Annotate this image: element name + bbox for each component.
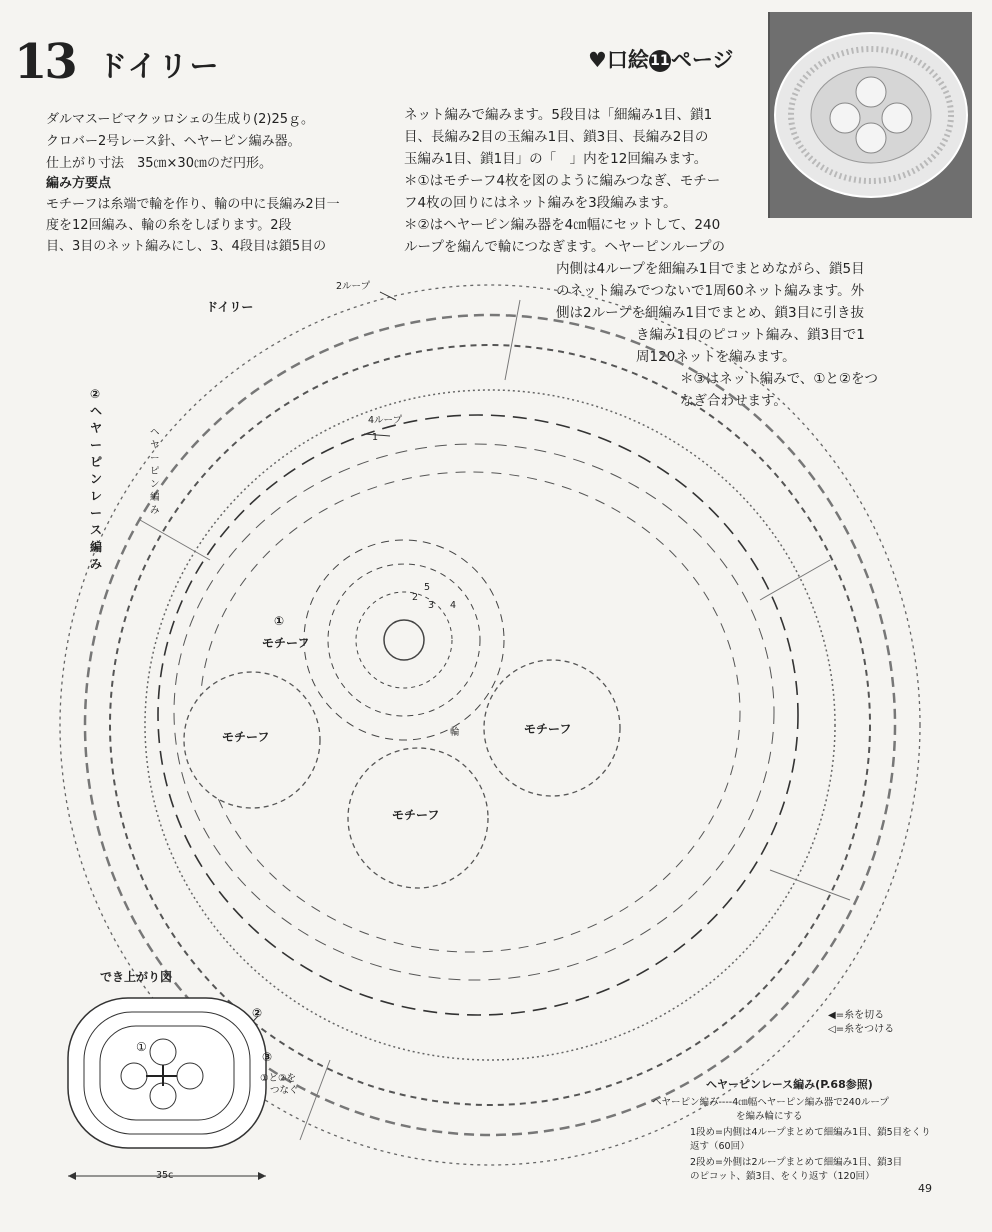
- label-motif-left: モチーフ: [222, 730, 270, 744]
- pattern-title: ドイリー: [98, 49, 221, 83]
- label-motif-right: モチーフ: [524, 722, 572, 736]
- page-ref-suffix: ページ: [670, 48, 734, 72]
- hairpin-note-line: 返す（60回）: [690, 1141, 750, 1152]
- hairpin-note-title: ヘヤーピンレース編み(P.68参照): [706, 1078, 873, 1091]
- hairpin-note-line: のピコット、鎖3目、をくり返す（120回）: [690, 1171, 875, 1182]
- materials-method-heading: 編み方要点: [46, 176, 112, 191]
- heart-icon: ♥: [588, 48, 607, 72]
- finished-width: 35c: [156, 1170, 174, 1181]
- finished-circle-1: ①: [136, 1040, 147, 1054]
- materials-tools: クロバー2号レース針、ヘヤーピン編み器。: [46, 134, 301, 149]
- page-ref-prefix: 口絵: [606, 48, 649, 72]
- finished-circle-3: ③: [262, 1050, 273, 1064]
- legend-cut: ◀=糸を切る: [828, 1010, 885, 1021]
- label-row-3: 3: [428, 600, 435, 611]
- label-doily: ドイリー: [206, 300, 254, 314]
- instruction-line: 目、長編み2目の玉編み1目、鎖3目、長編み2目の: [404, 129, 709, 145]
- instruction-line: ＊③はネット編みで、①と②をつ: [680, 371, 879, 387]
- label-hairpin-lace-vertical: ②ヘヤーピンレース編み: [90, 387, 103, 571]
- label-motif-marker: ①: [274, 614, 285, 628]
- instruction-line: フ4枚の回りにはネット編みを3段編みます。: [404, 195, 677, 211]
- hairpin-note-line: を編み輪にする: [736, 1111, 803, 1122]
- label-two-loop: 2ループ: [336, 281, 371, 292]
- finished-join-note-1: ①と②を: [260, 1073, 297, 1084]
- instruction-line: き編み1目のピコット編み、鎖3目で1: [636, 327, 865, 343]
- finished-join-note-2: つなぐ: [270, 1085, 299, 1096]
- label-motif-center: モチーフ: [392, 808, 440, 822]
- label-ring: 輪: [450, 727, 460, 738]
- label-row-5: 5: [424, 582, 431, 593]
- instruction-line: 玉編み1目、鎖1目」の「 」内を12回編みます。: [404, 151, 708, 167]
- instruction-line: 内側は4ループを細編み1目でまとめながら、鎖5目: [556, 261, 865, 277]
- hairpin-note-line: ヘヤーピン編み----4㎝幅ヘヤーピン編み器で240ループ: [652, 1097, 889, 1108]
- materials-size: 仕上がり寸法 35㎝×30㎝のだ円形。: [46, 156, 272, 171]
- materials-method-1: モチーフは糸端で輪を作り、輪の中に長編み2目一: [46, 197, 340, 212]
- instruction-line: ネット編みで編みます。5段目は「細編み1目、鎖1: [404, 107, 713, 123]
- page-ref-number: 11: [649, 50, 671, 72]
- pattern-number: 13: [14, 34, 75, 90]
- label-four-loop: 4ループ: [368, 415, 403, 426]
- hairpin-note-line: 1段め=内側は4ループまとめて細編み1目、鎖5目をくり: [690, 1127, 931, 1138]
- label-motif-small: モチーフ: [262, 636, 310, 650]
- instruction-line: のネット編みでつないで1周60ネット編みます。外: [556, 283, 865, 299]
- page-number: 49: [918, 1182, 932, 1195]
- finished-diagram-title: でき上がり図: [100, 970, 173, 984]
- finished-diagram: [60, 990, 280, 1190]
- instruction-line: ＊②はヘヤーピン編み器を4㎝幅にセットして、240: [404, 217, 721, 233]
- instruction-line: 周120ネットを編みます。: [636, 349, 796, 365]
- materials-method-2: 度を12回編み、輪の糸をしぼります。2段: [46, 218, 292, 233]
- materials-method-3: 目、3目のネット編みにし、3、4段目は鎖5目の: [46, 239, 327, 254]
- label-row-2: 2: [412, 592, 419, 603]
- label-row-4: 4: [450, 600, 457, 611]
- legend-attach: ◁=糸をつける: [828, 1024, 895, 1035]
- instruction-line: 側は2ループを細編み1目でまとめ、鎖3目に引き抜: [556, 305, 865, 321]
- instruction-line: ＊①はモチーフ4枚を図のように編みつなぎ、モチー: [404, 173, 721, 189]
- hairpin-note-line: 2段め=外側は2ループまとめて細編み1目、鎖3目: [690, 1157, 903, 1168]
- finished-circle-2: ②: [252, 1006, 263, 1020]
- materials-yarn: ダルマスービマクッロシェの生成り(2)25ｇ。: [46, 112, 315, 127]
- instruction-line: ループを編んで輪につなぎます。ヘヤーピンループの: [404, 239, 725, 255]
- label-hairpin-small: ヘヤーピン編み: [150, 427, 160, 516]
- instruction-line: なぎ合わせます。: [680, 393, 787, 409]
- label-row-1: 1: [372, 432, 379, 443]
